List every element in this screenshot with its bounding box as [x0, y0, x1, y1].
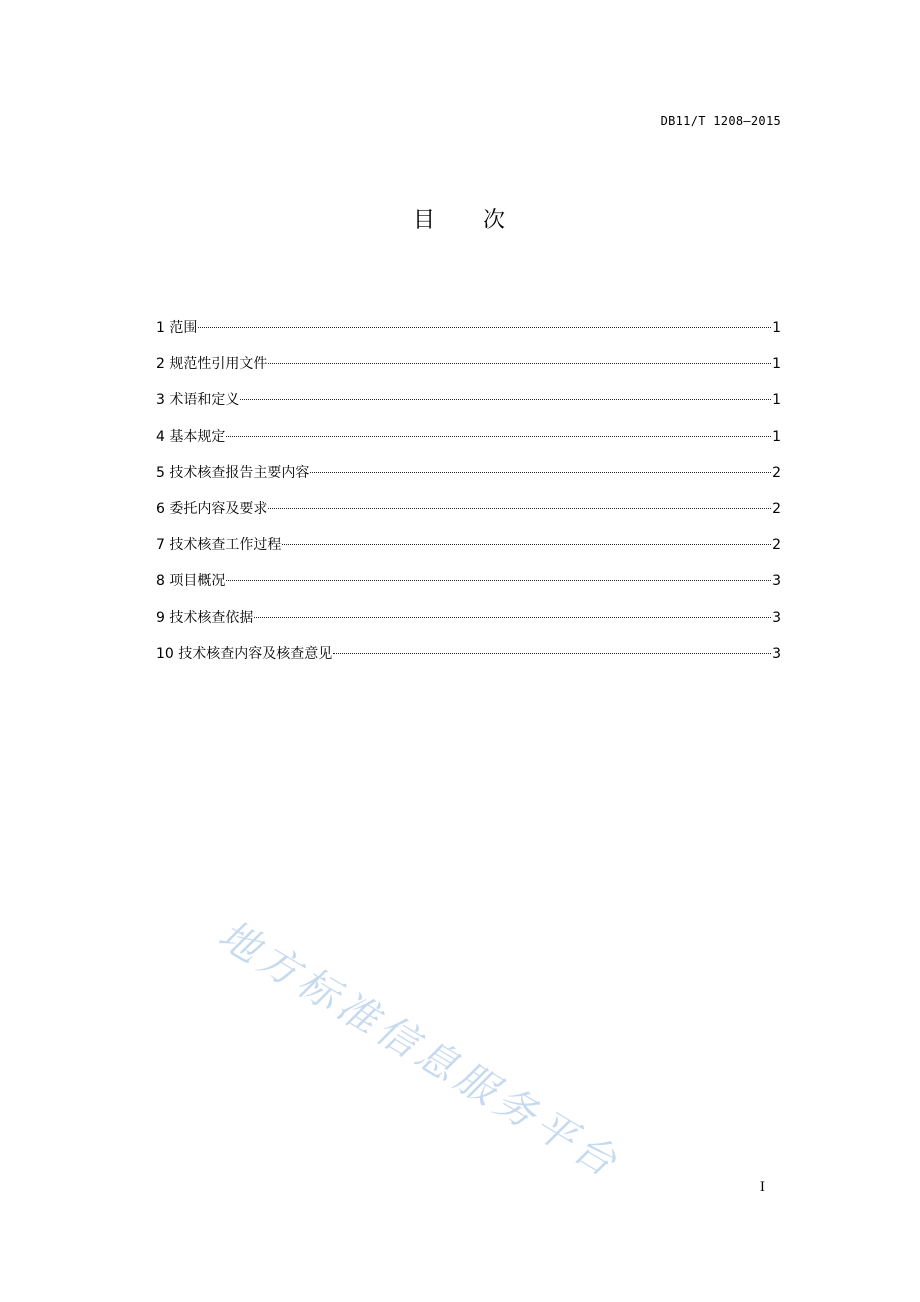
toc-entry-page: 3 [772, 573, 781, 590]
toc-leader-dots [282, 543, 771, 545]
toc-leader-dots [240, 398, 771, 400]
toc-entry-label: 5 技术核查报告主要内容 [156, 464, 310, 481]
toc-entry-label: 1 范围 [156, 320, 198, 336]
toc-entry[interactable] [156, 608, 781, 644]
toc-entry-page: 2 [772, 464, 781, 481]
page-title [0, 203, 920, 234]
toc-entry[interactable] [156, 354, 781, 390]
toc-leader-dots [268, 362, 771, 364]
toc-leader-dots [268, 507, 771, 509]
toc-leader-dots [333, 652, 771, 654]
page-title-left: 目 [412, 208, 437, 233]
toc-leader-dots [310, 471, 771, 473]
toc-leader-dots [198, 326, 771, 328]
toc-entry-label: 3 术语和定义 [156, 392, 240, 409]
toc-entry-page: 1 [772, 356, 781, 373]
toc-leader-dots [226, 435, 771, 437]
toc-entry-page: 2 [772, 500, 781, 517]
toc-entry-page: 3 [772, 609, 781, 626]
toc-entry-label: 8 项目概况 [156, 573, 226, 590]
toc-entry-label: 4 基本规定 [156, 428, 226, 445]
watermark-text: 地方标准信息服务平台 [210, 911, 629, 1189]
toc-entry-label: 7 技术核查工作过程 [156, 537, 282, 554]
toc-entry[interactable] [156, 644, 781, 680]
toc-entry[interactable] [156, 463, 781, 499]
toc-entry[interactable] [156, 571, 781, 607]
toc-entry-label: 10 技术核查内容及核查意见 [156, 645, 333, 662]
toc-entry-page: 3 [772, 645, 781, 662]
document-code: DB11/T 1208—2015 [660, 114, 781, 128]
toc-entry-page: 2 [772, 537, 781, 554]
page-title-right: 次 [483, 208, 508, 233]
toc-entry-page: 1 [772, 392, 781, 409]
toc-entry-label: 2 规范性引用文件 [156, 356, 268, 373]
toc-entry-label: 6 委托内容及要求 [156, 500, 268, 517]
toc-entry-page: 1 [772, 428, 781, 445]
toc-entry-label: 9 技术核查依据 [156, 609, 254, 626]
toc-entry[interactable] [156, 535, 781, 571]
toc-leader-dots [226, 579, 771, 581]
toc-entry-page: 1 [772, 320, 781, 336]
toc-entry[interactable] [156, 318, 781, 354]
page-number: I [759, 1180, 765, 1195]
toc-entry[interactable] [156, 390, 781, 426]
toc-leader-dots [254, 616, 771, 618]
toc-entry[interactable] [156, 499, 781, 535]
table-of-contents [156, 318, 781, 680]
toc-entry[interactable] [156, 427, 781, 463]
